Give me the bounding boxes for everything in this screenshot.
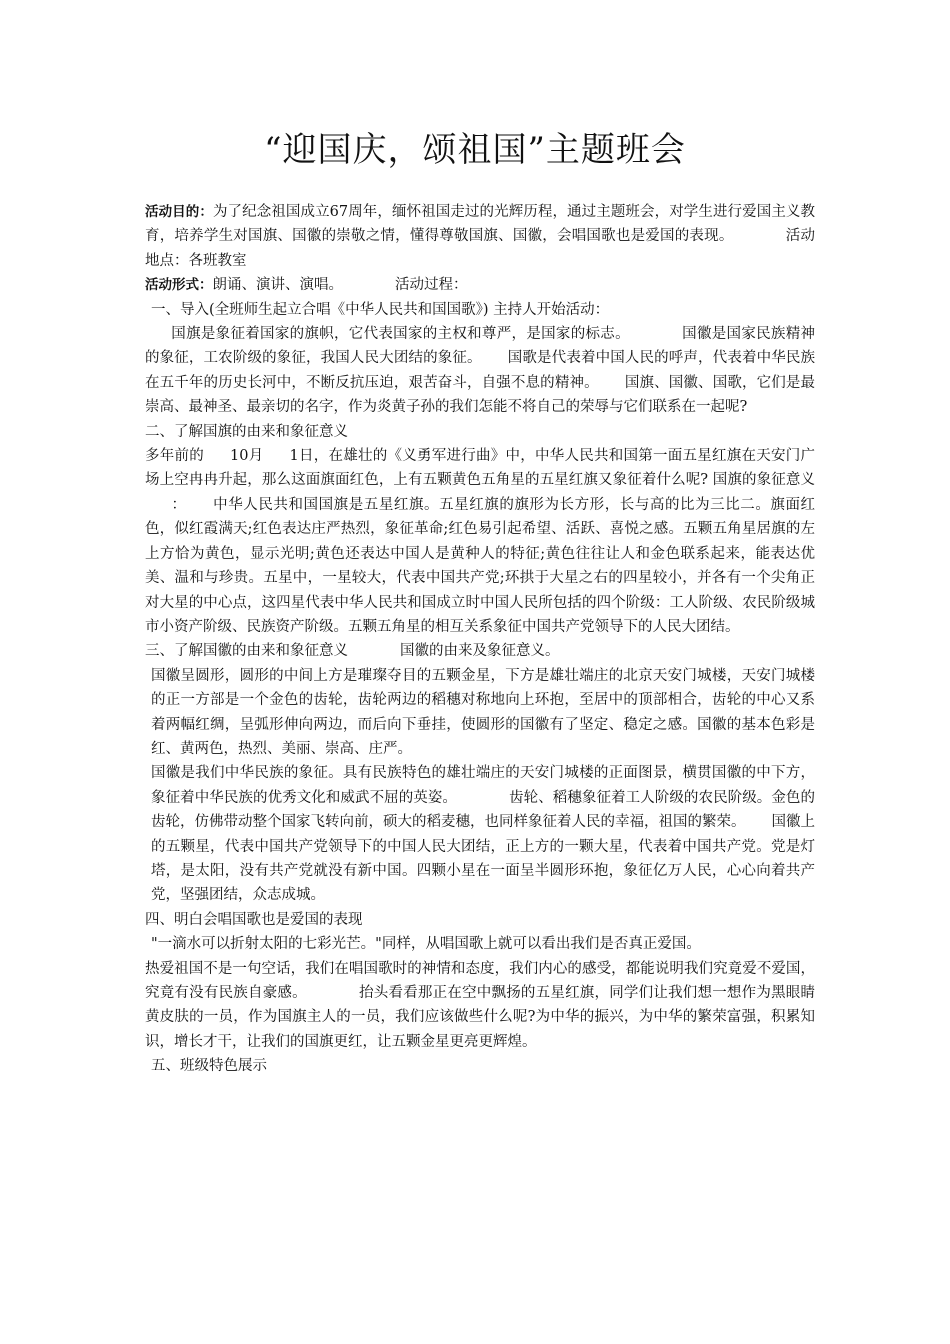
section-3-heading: 三、了解国徽的由来和象征意义: [145, 643, 348, 660]
section-2-heading: 二、了解国旗的由来和象征意义: [145, 423, 348, 440]
flag-intro: 国旗是象征着国家的旗帜，它代表国家的主权和尊严，是国家的标志。: [171, 326, 630, 343]
emblem-meaning-2: 齿轮、稻穗象征着工人阶级的农民阶级。金色的齿轮，仿佛带动整个国家飞转向前，硕大的稻麦穗，也同样象征着人民的幸福，祖国的繁荣。: [151, 789, 815, 831]
emblem-meaning-1: 国徽是我们中华民族的象征。具有民族特色的雄壮端庄的天安门城楼的正面图景，横贯国徽的中下方，象征着中华民族的优秀文化和威武不屈的英姿。: [151, 765, 815, 806]
anthem-quote: "一滴水可以折射太阳的七彩光芒。"同样，从唱国歌上就可以看出我们是否真正爱国。: [151, 936, 701, 953]
flag-history-text-2: 1日，在雄壮的《义勇军进行曲》中，中华人民共和国第一面五星红旗在天安门广场上空冉冉升起，那么这面旗面红色，上有五颗黄色五角星的五星红旗又象征着什么呢? 国旗的象征意义: [145, 448, 816, 489]
flag-meaning-text: 中华人民共和国国旗是五星红旗。五星红旗的旗形为长方形，长与高的比为三比二。旗面红色，似红霞满天;红色表达庄严热烈，象征革命;红色易引起希望、活跃、喜悦之感。五颗五角星居旗的左上方恰为黄色，显示光明;黄色还表达中国人是黄种人的特征;黄色往往让人和金色联系起来，能表达优美、温和与珍贵。五星中，一星较大，代表中国共产党;环拱于大星之右的四星较小，并各有一个尖角正对大星的中心点，这四星代表中华人民共和国成立时中国人民所包括的四个阶级：工人阶级、农民阶级城市小资产阶级、民族资产阶级。五颗五角星的相互关系象征中国共产党领导下的人民大团结。: [145, 496, 816, 635]
section-4-heading: 四、明白会唱国歌也是爱国的表现: [145, 911, 363, 928]
flag-history-month: 10月: [230, 448, 264, 465]
anthem-text-1: 热爱祖国不是一句空话，我们在唱国歌时的神情和态度，我们内心的感受，都能说明我们究竟爱不爱国，究竟有没有民族自豪感。: [145, 960, 815, 1001]
emblem-meaning-3: 国徽上的五颗星，代表中国共产党领导下的中国人民大团结，正上方的一颗大星，代表着中国共产党。党是灯塔，是太阳，没有共产党就没有新中国。四颗小星在一面呈半圆形环抱，象征亿万人民，心心向着共产党，坚强团结，众志成城。: [151, 814, 815, 904]
emblem-description: 国徽呈圆形，圆形的中间上方是璀璨夺目的五颗金星，下方是雄壮端庄的北京天安门城楼，天安门城楼的正一方部是一个金色的齿轮，齿轮两边的稻穗对称地向上环抱，至居中的顶部相合，齿轮的中心又系着两幅红绸，呈弧形伸向两边，而后向下垂挂，使圆形的国徽有了坚定、稳定之感。国徽的基本色彩是红、黄两色，热烈、美丽、崇高、庄严。: [151, 667, 815, 757]
flag-history-text-1: 多年前的: [145, 448, 205, 465]
emblem-meaning: [145, 761, 815, 907]
form-paragraph: [145, 273, 815, 297]
emblem-intro: 国徽是国家民族精神的象征，工农阶级的象征，我国人民大团结的象征。: [145, 326, 816, 367]
form-text: 朗诵、演讲、演唱。: [212, 277, 343, 294]
document-body: [145, 200, 815, 1079]
intro-closing: 国旗、国徽、国歌，它们是最崇高、最神圣、最亲切的名字，作为炎黄子孙的我们怎能不将自己的荣辱与它们联系在一起呢?: [145, 374, 816, 416]
anthem-intro: 国歌是代表着中国人民的呼声，代表着中华民族在五千年的历史长河中，不断反抗压迫，艰苦奋斗，自强不息的精神。: [145, 350, 816, 391]
section-5-heading: 五、班级特色展示: [151, 1058, 267, 1075]
section-3-heading-line: [145, 639, 815, 663]
form-label: 活动形式：: [145, 277, 213, 294]
purpose-text: 为了纪念祖国成立67周年，缅怀祖国走过的光辉历程，通过主题班会，对学生进行爱国主义教育，培养学生对国旗、国徽的崇敬之情，懂得尊敬国旗、国徽，会唱国歌也是爱国的表现。: [145, 204, 815, 245]
process-label: 活动过程：: [395, 277, 468, 294]
section-3-subheading: 国徽的由来及象征意义。: [400, 643, 560, 660]
purpose-label: 活动目的：: [145, 204, 213, 220]
location-text: 活动地点：各班教室: [145, 228, 816, 269]
flag-history-colon: ：: [171, 496, 187, 513]
purpose-paragraph: [145, 200, 815, 273]
anthem-paragraph: [145, 957, 815, 1055]
section-2-paragraph: [145, 444, 815, 639]
page-title: “迎国庆，颂祖国”主题班会: [264, 130, 686, 170]
anthem-text-2: 抬头看看那正在空中飘扬的五星红旗，同学们让我们想一想作为黑眼睛黄皮肤的一员，作为国旗主人的一员，我们应该做些什么呢?为中华的振兴，为中华的繁荣富强，积累知识，增长才干，让我们的国旗更红，让五颗金星更亮更辉煌。: [145, 985, 815, 1050]
section-1-heading: 一、导入(全班师生起立合唱《中华人民共和国国歌》) 主持人开始活动：: [151, 301, 610, 318]
section-1-paragraph: [145, 322, 815, 420]
